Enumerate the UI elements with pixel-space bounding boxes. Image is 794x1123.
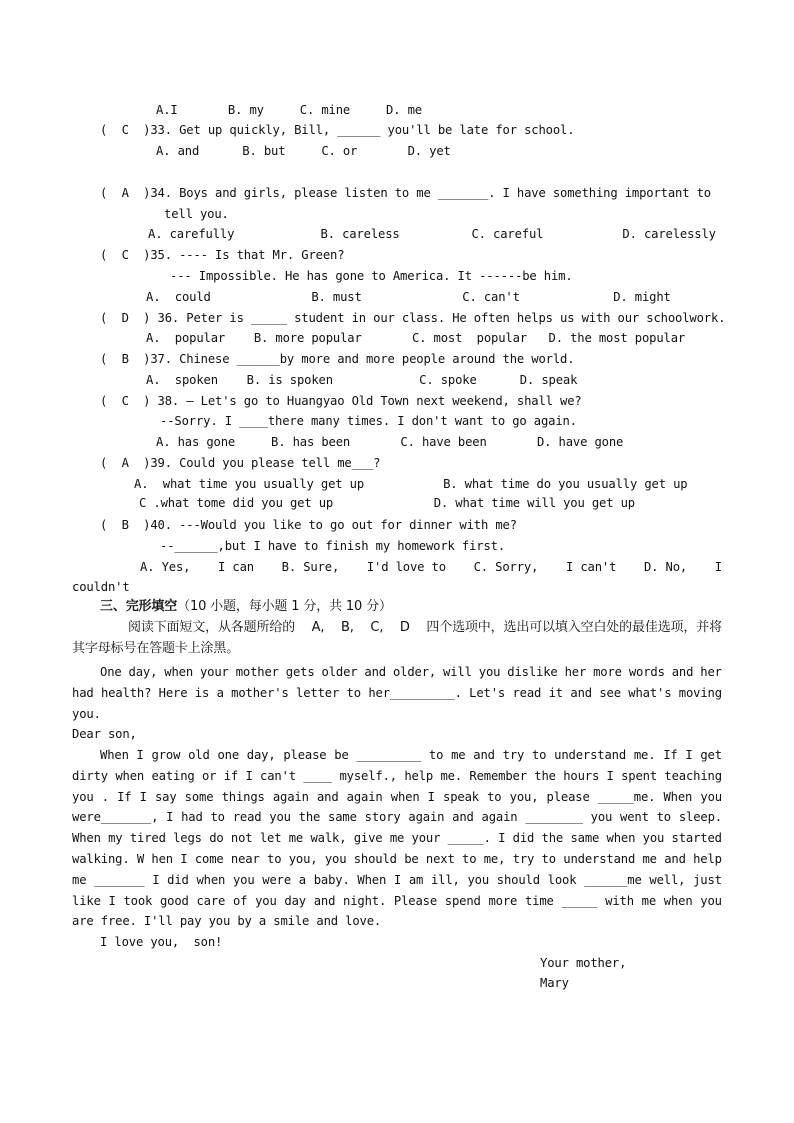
word: walk, [310,831,347,845]
word: When [100,748,129,762]
word: I [427,790,435,804]
word: if [223,769,239,783]
section-heading [100,599,392,614]
q40-option-word: I'd love to [366,560,446,574]
q40-option-word: B. Sure, [281,560,340,574]
q39-options-cd: C .what tome did you get up D. what time will you get up [139,496,635,510]
word: me. [633,748,656,762]
letter-body-line [72,894,722,909]
word: night. [343,894,387,908]
word: _____me. [597,790,656,804]
word: and [664,852,686,866]
q33-options: A. and B. but C. or D. yet [156,144,451,158]
letter-greeting: Dear son, [72,727,137,741]
word: to [428,748,444,762]
word: the [541,831,564,845]
word: were_______, [72,810,159,824]
word: I [139,790,147,804]
word: a [216,686,224,700]
word: the [534,769,556,783]
word: myself., [339,769,397,783]
word: same [328,810,357,824]
q38-reply: --Sorry. I ____there many times. I don't want to go again. [160,414,577,428]
word: again [272,790,309,804]
word: old [188,748,210,762]
word: next [425,852,455,866]
word: you [72,790,94,804]
word: me [641,894,656,908]
word: more [488,894,518,908]
instruction-part: 四个选项中，选出可以填入空白处的最佳选项，并将 [426,620,722,635]
section-note: （10 小题，每小题 1 分，共 10 分） [177,599,392,614]
word: or [201,769,217,783]
word: and [570,686,592,700]
word: Let's [469,686,506,700]
word: again [408,810,445,824]
word: ____ [303,769,333,783]
letter-closing: I love you, son! [100,935,223,949]
q40-option-word: I [714,560,722,574]
word: and [452,810,474,824]
passage-intro-line [100,665,722,680]
passage-intro-end: you. [72,707,101,721]
word: when [164,665,193,679]
word: a [298,873,306,887]
word: you [467,873,489,887]
q40-reply: --______,but I have to finish my homework first. [160,539,505,553]
q36-stem: ( D ) 36. Peter is _____ student in our class. He often helps us with our schoolwork. [100,311,726,325]
word: you [700,894,722,908]
word: did [512,831,535,845]
q38-options: A. has gone B. has been C. have been D. have gone [156,435,624,449]
letter-body-line [72,852,722,867]
word: dislike [507,665,558,679]
word: to [346,686,361,700]
letter-body-end: are free. I'll pay you by a smile and love. [72,914,382,928]
word: see [599,686,621,700]
word: should [353,852,397,866]
instruction-part: 阅读下面短文，从各题所给的 [128,620,296,635]
word: me [642,852,657,866]
word: please [546,790,590,804]
word: near [230,852,260,866]
word: look [547,873,577,887]
q40-stem: ( B )40. ---Would you like to go out for dinner with me? [100,518,517,532]
word: you [232,873,255,887]
word: time [524,894,554,908]
word: and [316,790,339,804]
word: One [100,665,122,679]
word: to [541,852,556,866]
word: when [606,831,636,845]
word: try [502,748,525,762]
word: you, [509,790,539,804]
word: day, [246,748,276,762]
section-title: 三、完形填空 [100,599,178,614]
word: When [663,790,693,804]
word: your [411,831,441,845]
word: . [101,790,109,804]
word: to [462,852,477,866]
word: _____. [447,831,491,845]
word: get [700,748,722,762]
letter-body-line [100,748,722,763]
word: baby. [313,873,350,887]
word: more [593,665,622,679]
word: mother [235,665,279,679]
q35-stem: ( C )35. ---- Is that Mr. Green? [100,248,345,262]
q35-reply: --- Impossible. He has gone to America. It ------be him. [170,269,573,283]
q36-options: A. popular B. more popular C. most popular D. the most popular [146,331,686,345]
word: day, [128,665,158,679]
word: sleep. [678,810,722,824]
passage-intro-line [72,686,722,701]
word: day [284,894,306,908]
letter-signoff: Your mother, [540,956,627,970]
section-instruction-line2: 其字母标号在答题卡上涂黑。 [72,641,240,656]
word: understand [563,852,636,866]
word: _____ [561,894,598,908]
word: went [620,810,649,824]
word: dirty [72,769,108,783]
q38-stem: ( C ) 38. — Let's go to Huangyao Old Town next weekend, shall we? [100,394,582,408]
letter-signature: Mary [540,976,569,990]
word: let [259,831,282,845]
word: and [671,665,694,679]
word: again [481,810,518,824]
word: when [663,894,693,908]
word: what's [628,686,672,700]
word: If [663,748,678,762]
word: ______me [584,873,642,887]
word: me [389,831,405,845]
word: just [693,873,722,887]
word: with [605,894,634,908]
word: If [117,790,132,804]
q35-options: A. could B. must C. can't D. might [146,290,671,304]
word: and [313,894,336,908]
word: W [136,852,145,866]
word: it [548,686,563,700]
word: of [232,894,248,908]
word: you [255,894,277,908]
letter-body-line [72,810,722,825]
word: come [194,852,224,866]
word: you [269,810,291,824]
word: help [404,769,434,783]
word: took [123,894,153,908]
word: hen [151,852,173,866]
word: is [194,686,210,700]
q40-options [140,560,722,575]
word: I [245,769,253,783]
word: you [324,852,347,866]
word: I [152,873,160,887]
word: speak [443,790,479,804]
q32-options: A.I B. my C. mine D. me [156,103,422,117]
word: older [321,665,358,679]
word: Please [393,894,437,908]
word: me [72,873,87,887]
instruction-part: A, [311,620,325,635]
word: her [564,665,587,679]
word: tired [129,831,166,845]
word: Remember [469,769,527,783]
word: had [72,686,94,700]
word: you, [288,852,318,866]
word: and [473,748,495,762]
word: one [217,748,239,762]
word: I [108,894,116,908]
word: had [181,810,203,824]
word: you [700,790,722,804]
word: be [334,748,349,762]
word: read [232,810,262,824]
word: I [180,852,188,866]
word: should [496,873,540,887]
word: can't [260,769,296,783]
word: did [167,873,189,887]
q40-option-word: A. Yes, [140,560,191,574]
word: do [209,831,224,845]
word: things [221,790,265,804]
word: am [408,873,424,887]
q40-option-word: D. No, [643,560,688,574]
letter-body-line [72,831,722,846]
word: me, [483,852,506,866]
word: to [656,810,671,824]
word: to [487,790,502,804]
word: good [159,894,189,908]
word: I [136,748,144,762]
word: I [498,831,506,845]
q37-stem: ( B )37. Chinese ______by more and more people around the world. [100,352,575,366]
q40-option-word: C. Sorry, [473,560,539,574]
word: mother's [231,686,289,700]
word: letter [296,686,340,700]
letter-body-line [72,790,722,805]
word: ill, [430,873,460,887]
word: spend [444,894,481,908]
word: will [443,665,472,679]
word: grow [151,748,181,762]
word: please [283,748,327,762]
word: same [570,831,600,845]
word: give [353,831,383,845]
word: me [288,831,304,845]
word: some [184,790,214,804]
word: ________ [525,810,583,824]
q39-stem: ( A )39. Could you please tell me___? [100,456,381,470]
q40-option-word: I can [218,560,254,574]
word: words [628,665,665,679]
word: legs [173,831,202,845]
word: say [154,790,177,804]
q34-stem: ( A )34. Boys and girls, please listen to me _______. I have something important to [100,186,711,200]
word: try [512,852,535,866]
word: I [166,810,174,824]
word: her_________. [368,686,462,700]
word: her [700,665,722,679]
word: Here [158,686,188,700]
word: understand [554,748,627,762]
word: When [72,831,101,845]
word: not [230,831,253,845]
word: well, [649,873,686,887]
word: you [590,810,613,824]
word: when [390,790,420,804]
instruction-part: C, [370,620,384,635]
word: moving [678,686,722,700]
word: to [267,852,282,866]
word: health? [100,686,152,700]
word: again [346,790,383,804]
q40-options-wrap: couldn't [72,580,130,594]
word: the [298,810,321,824]
word: story [364,810,401,824]
word: teaching [664,769,722,783]
letter-body-line [72,873,722,888]
q39-options-ab: A. what time you usually get up B. what time do you usually get up [134,477,688,491]
q40-option-word: I can't [565,560,617,574]
word: _______ [94,873,145,887]
word: hours [563,769,600,783]
q33-stem: ( C )33. Get up quickly, Bill, ______ you'll be late for school. [100,123,575,137]
word: _________ [356,748,422,762]
section-instruction-line1 [128,620,722,635]
instruction-part: B, [341,620,354,635]
word: when [115,769,145,783]
q34-options: A. carefully B. careless C. careful D. carelessly [148,227,716,241]
q34-stem-cont: tell you. [164,207,229,221]
word: and [364,665,386,679]
word: older, [392,665,437,679]
word: When [357,873,387,887]
word: you [478,665,501,679]
word: your [199,665,229,679]
word: to [531,748,547,762]
word: walking. [72,852,130,866]
word: my [108,831,123,845]
word: I [606,769,614,783]
word: to [210,810,225,824]
word: you [642,831,665,845]
q37-options: A. spoken B. is spoken C. spoke D. speak [146,373,578,387]
letter-body-line [72,769,722,784]
word: started [671,831,722,845]
word: help [693,852,722,866]
word: me [451,748,466,762]
word: me. [440,769,462,783]
word: be [404,852,419,866]
word: gets [285,665,315,679]
word: read [512,686,542,700]
word: I [685,748,693,762]
word: like [72,894,101,908]
word: eating [151,769,195,783]
word: when [196,873,226,887]
word: I [393,873,402,887]
instruction-part: D [399,620,410,635]
word: care [196,894,226,908]
word: spent [621,769,657,783]
word: were [262,873,291,887]
